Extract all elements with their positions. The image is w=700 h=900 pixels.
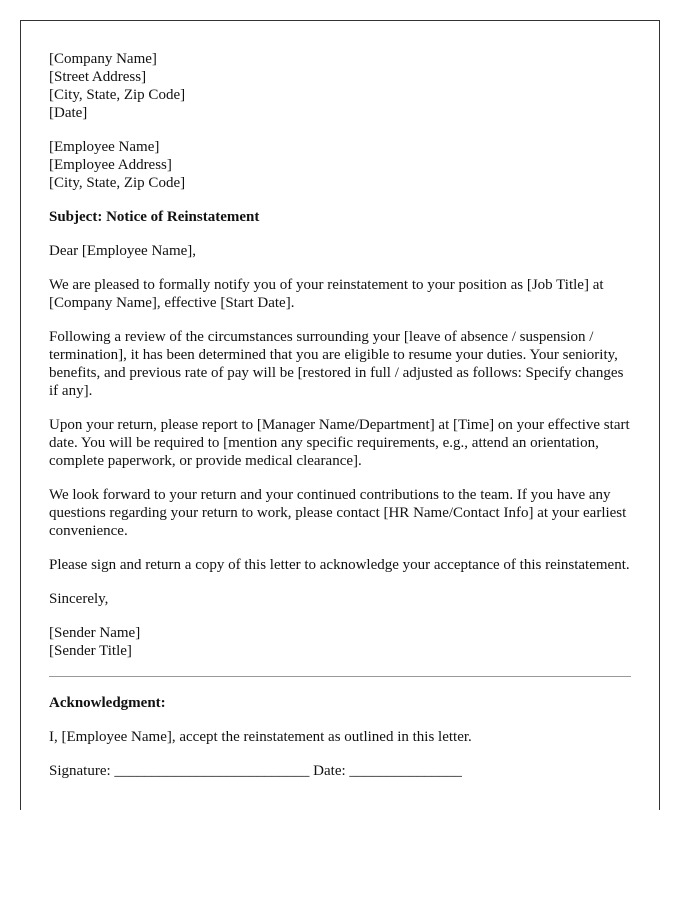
sender-title: [Sender Title] [49,643,132,659]
date-label: Date: [309,763,350,779]
employee-city-state-zip: [City, State, Zip Code] [49,175,186,191]
subject-line: Subject: Notice of Reinstatement [49,209,260,225]
sender-signature [49,624,631,660]
paragraph-contact: We look forward to your return and your continued contributions to the team. If you have any questions regarding your return to work, please contact [HR Name/Contact Info] at your earliest convenience. [49,487,627,539]
closing: Sincerely, [49,591,109,607]
signature-label: Signature: [49,763,115,779]
paragraph-sign-request: Please sign and return a copy of this letter to acknowledge your acceptance of this reinstatement. [49,557,630,573]
paragraph-return: Upon your return, please report to [Manager Name/Department] at [Time] on your effective start date. You will be required to [mention any specific requirements, e.g., attend an orientation, complete paperwork, or provide medical clearance]. [49,417,630,469]
date-field[interactable]: _______________ [349,763,462,779]
signature-field[interactable]: __________________________ [114,763,310,779]
company-name: [Company Name] [49,51,157,67]
sender-name: [Sender Name] [49,625,141,641]
acknowledgment-statement: I, [Employee Name], accept the reinstatement as outlined in this letter. [49,729,472,745]
salutation: Dear [Employee Name], [49,243,197,259]
employee-name: [Employee Name] [49,139,160,155]
acknowledgment-heading: Acknowledgment: [49,695,166,711]
letter-date: [Date] [49,105,88,121]
sender-address [49,50,631,122]
employee-address: [Employee Address] [49,157,172,173]
street-address: [Street Address] [49,69,147,85]
letter-page [20,20,660,810]
paragraph-review: Following a review of the circumstances surrounding your [leave of absence / suspension / termination], it has been determined that you are eligible to resume your duties. Your seniority, benefits, and previous rate of pay will be [restored in full / adjusted as follows: Specify changes if any]. [49,329,624,399]
recipient-address [49,138,631,192]
signature-row [49,762,631,780]
divider [49,676,631,677]
city-state-zip: [City, State, Zip Code] [49,87,186,103]
paragraph-reinstatement: We are pleased to formally notify you of your reinstatement to your position as [Job Title] at [Company Name], effective [Start Date]. [49,277,604,311]
